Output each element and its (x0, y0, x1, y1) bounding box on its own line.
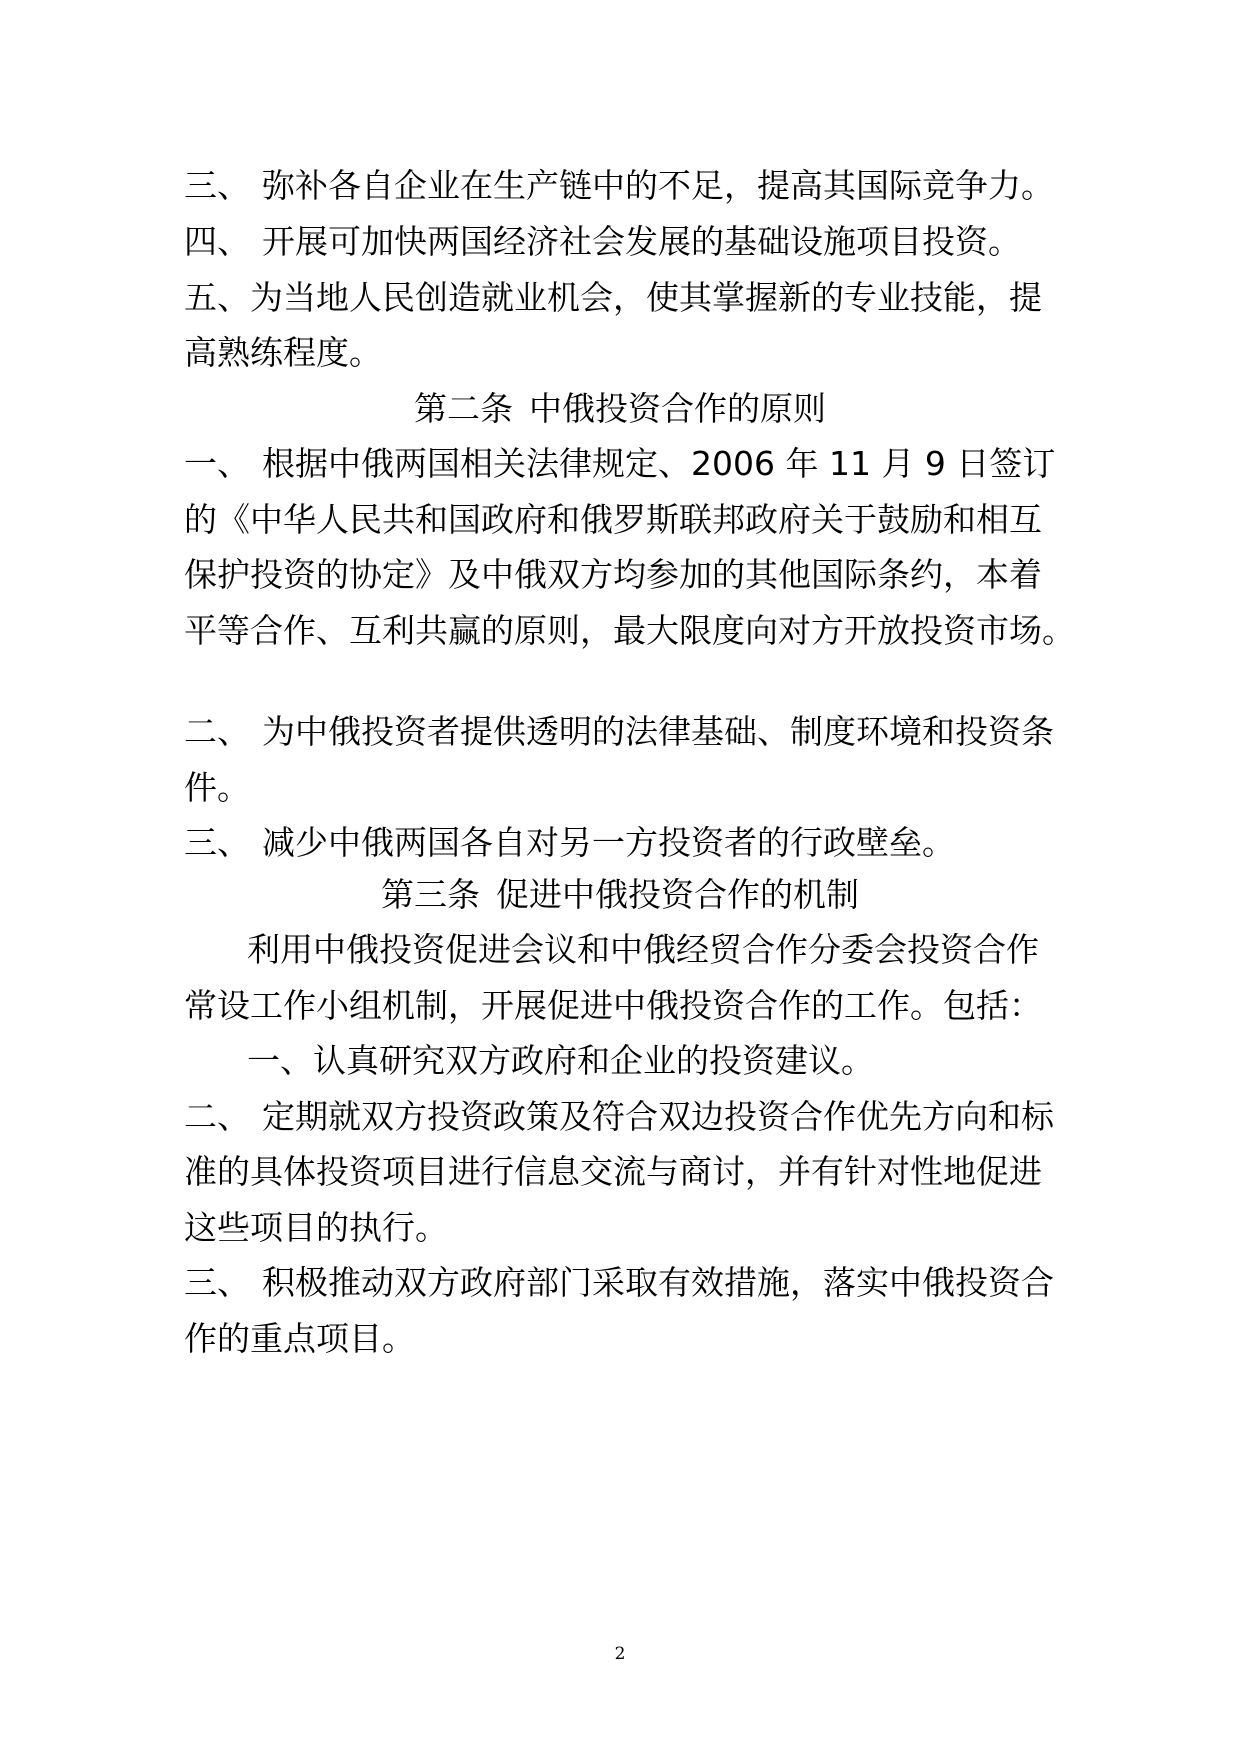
clause-5-continuation: 高熟练程度。 (184, 333, 382, 372)
clause-marker: 四、 (184, 222, 250, 261)
article-2-clause-1-cont: 保护投资的协定》及中俄双方均参加的其他国际条约，本着 (184, 555, 1042, 594)
clause-marker: 一、 (184, 444, 250, 483)
article-3-clause-2 (184, 1097, 1054, 1137)
article-number: 第三条 (381, 875, 480, 914)
clause-marker: 三、 (184, 166, 250, 205)
article-2-clause-2 (184, 712, 1054, 752)
clause-text: 定期就双方投资政策及符合双边投资合作优先方向和标 (262, 1097, 1054, 1136)
clause-text: 积极推动双方政府部门采取有效措施，落实中俄投资合 (262, 1263, 1054, 1302)
clause-text: 根据中俄两国相关法律规定、2006 年 11 月 9 日签订 (262, 444, 1056, 483)
clause-5-line: 五、为当地人民创造就业机会，使其掌握新的专业技能，提 (184, 278, 1042, 317)
clause-marker: 三、 (184, 823, 250, 862)
clause-marker: 二、 (184, 712, 250, 751)
article-3-heading (0, 875, 1240, 915)
article-2-clause-1 (184, 444, 1055, 484)
clause-marker: 二、 (184, 1097, 250, 1136)
article-3-clause-2-cont: 准的具体投资项目进行信息交流与商讨，并有针对性地促进 (184, 1152, 1042, 1191)
article-2-heading (0, 389, 1240, 429)
article-2-clause-1-cont: 平等合作、互利共赢的原则，最大限度向对方开放投资市场。 (184, 611, 1075, 650)
clause-3-line (184, 166, 1054, 206)
article-2-clause-1-cont: 的《中华人民共和国政府和俄罗斯联邦政府关于鼓励和相互 (184, 500, 1042, 539)
article-3-clause-1: 一、认真研究双方政府和企业的投资建议。 (247, 1041, 874, 1080)
clause-text: 减少中俄两国各自对另一方投资者的行政壁垒。 (262, 823, 955, 862)
article-2-clause-3 (184, 823, 955, 863)
clause-text: 开展可加快两国经济社会发展的基础设施项目投资。 (262, 222, 1021, 261)
article-3-clause-2-cont: 这些项目的执行。 (184, 1208, 448, 1247)
article-3-intro-cont: 常设工作小组机制，开展促进中俄投资合作的工作。包括： (184, 986, 1042, 1025)
clause-4-line (184, 222, 1021, 262)
article-3-clause-3-cont: 作的重点项目。 (184, 1319, 415, 1358)
clause-marker: 三、 (184, 1263, 250, 1302)
article-3-clause-3 (184, 1263, 1054, 1303)
article-3-intro: 利用中俄投资促进会议和中俄经贸合作分委会投资合作 (247, 930, 1039, 969)
clause-text: 为中俄投资者提供透明的法律基础、制度环境和投资条 (262, 712, 1054, 751)
article-title: 中俄投资合作的原则 (529, 389, 826, 428)
article-number: 第二条 (414, 389, 513, 428)
article-title: 促进中俄投资合作的机制 (496, 875, 859, 914)
article-2-clause-2-cont: 件。 (184, 768, 250, 807)
clause-text: 弥补各自企业在生产链中的不足，提高其国际竞争力。 (262, 166, 1054, 205)
page-number: 2 (614, 1644, 626, 1664)
